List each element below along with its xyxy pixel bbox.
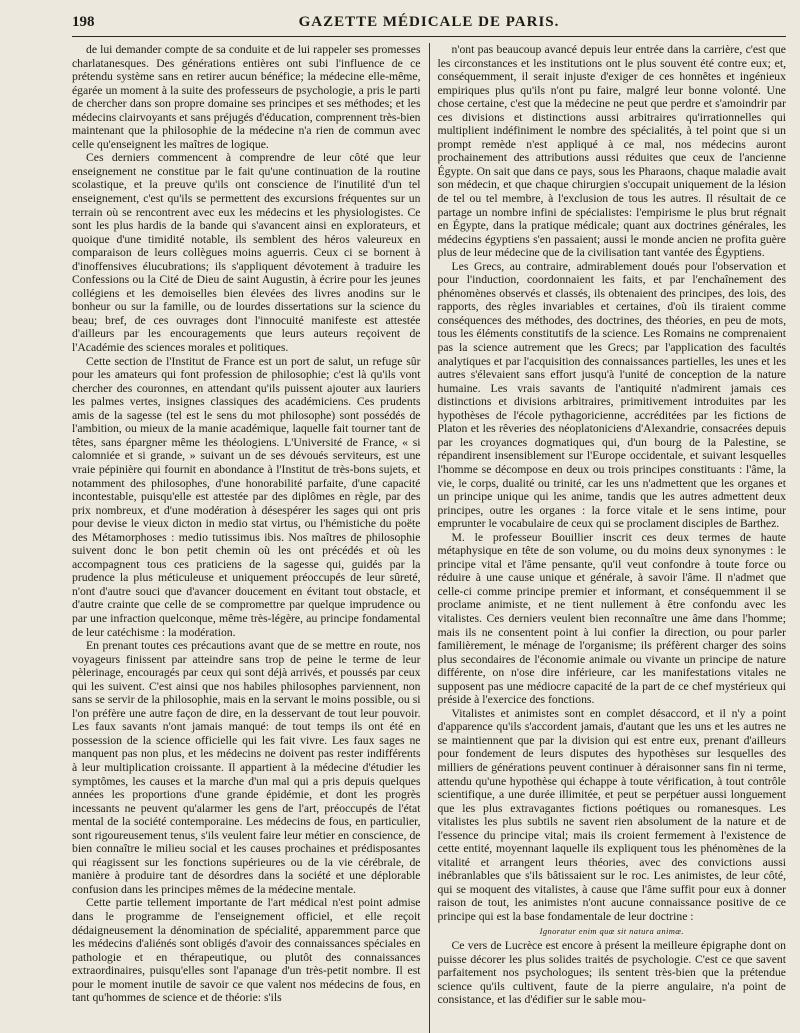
paragraph: Vitalistes et animistes sont en complet désaccord, et il n'y a point d'apparence qu'ils s'accordent jamais, d'autant que les uns et les autres ne se maintiennent que par la division qui est entre eux, prenant d'ailleurs pour fondement de leurs disputes des hypothèses sur lesquelles des milliers de générations peuvent continuer à déraisonner sans fin ni terme, attendu qu'une hypothèse qui échappe à toute vérification, à tout contrôle scientifique, a une durée illimitée, et peut se perpétuer aussi longuement que les plus extravagantes fictions poétiques ou romanesques. Les vitalistes les plus subtils ne savent rien absolument de la nature et de l'essence du principe vital; mais ils croient fermement à l'existence de cette entité, moyennant laquelle ils expliquent tous les phénomènes de la vitalité et arrangent leurs théories, avec des convictions aussi inébranlables que s'ils bâtissaient sur le roc. Les animistes, de leur côté, qui se moquent des vitalistes, à cause que l'âme suffit pour eux à donner raison de tout, les animistes n'ont aucune connaissance positive de ce principe qui est la base fondamentale de leur doctrine : (437, 706, 786, 923)
paragraph: de lui demander compte de sa conduite et de lui rappeler ses promesses charlatanesques. Des générations entières ont subi l'influence de ce prétendu système sans en retirer aucun bénéfice; la médecine elle-même, égarée un moment à la suite des professeurs de psychologie, a pris le parti de chercher dans son propre domaine ses principes et ses méthodes; et les médecins clairvoyants et sans préjugés d'éducation, comprennent très-bien maintenant que la philosophie de la médecine n'a rien de commun avec celle qu'enseignent les maîtres de logique. (72, 43, 421, 151)
paragraph: En prenant toutes ces précautions avant que de se mettre en route, nos voyageurs finissent par atteindre sans trop de peine le terme de leur pèlerinage, encouragés par ceux qui sont déjà arrivés, et poussés par ceux qui les suivent. C'est ainsi que nos habiles philosophes parviennent, non sans se servir de la philosophie, mais en la servant le moins possible, ou si l'on préfère une autre façon de dire, en la desservant de tout leur pouvoir. Les faux savants n'ont jamais manqué: de tout temps ils ont été en possession de la science officielle qui les fait vivre. Les faux sages ne manquent pas non plus, et les médecins ne doivent pas rester indifférents à leur multiplication croissante. Il appartient à la médecine d'étudier les symptômes, les causes et la marche d'un mal qui a pris depuis quelques années les proportions d'une grande épidémie, et dont les progrès incessants ne peuvent qu'alarmer les gens de l'art, préoccupés de l'état mental de la société contemporaine. Les médecins de fous, en particulier, sont rigoureusement tenus, s'ils veulent faire leur métier en conscience, de bien connaître le milieu social et les causes prochaines et prédisposantes qui réagissent sur les fonctions supérieures ou de la vie cérébrale, de manière à produire tant de désordres dans la société et une déplorable confusion dans les principes mêmes de la médecine mentale. (72, 639, 421, 896)
latin-quotation: Ignoratur enim quæ sit natura animæ. (539, 925, 684, 936)
paragraph: Ce vers de Lucrèce est encore à présent la meilleure épigraphe dont on puisse décorer les plus solides traités de psychologie. C'est ce que savent parfaitement nos psychologues; ils sentent très-bien que la prétendue science qu'ils cultivent, faute de la pierre angulaire, n'a point de consistance, et las d'édifier sur le sable mou- (437, 939, 786, 1007)
left-column (72, 43, 421, 1033)
paragraph: Cette partie tellement importante de l'art médical n'est point admise dans le programme de l'enseignement officiel, et elle reçoit dédaigneusement la dénomination de spécialité, apparemment parce que les médecins d'aliénés sont obligés d'avoir des connaissances spéciales en pathologie et en thérapeutique, ou plutôt des connaissances extraordinaires, puisqu'elles sont l'apanage d'un très-petit nombre. Il est pour le moment inutile de savoir ce que valent nos médecins de fous, en tant qu'hommes de science et de théorie: s'ils (72, 896, 421, 1005)
paragraph: M. le professeur Bouillier inscrit ces deux termes de haute métaphysique en tête de son volume, ou du moins deux synonymes : le principe vital et l'âme pensante, qu'il veut confondre à toute force ou réduire à une cause unique et générale, à savoir l'âme. Il n'admet que celle-ci comme principe premier et informant, et conséquemment il se proclame animiste, et ne tient nullement à être confondu avec les vitalistes. Ces derniers veulent bien reconnaître une âme dans l'homme; mais ils ne consentent point à lui confier la direction, ou pour parler familièrement, le ménage de l'organisme; ils préfèrent charger des soins plus secondaires de l'économie animale ou vivante un principe de nature différente, on n'ose dire inférieure, car les manifestations vitales ne supposent pas une médiocre capacité de la part de ce chef mystérieux qui préside à l'exercice des fonctions. (437, 530, 786, 707)
journal-title: GAZETTE MÉDICALE DE PARIS. (298, 14, 560, 30)
column-divider (429, 43, 430, 1033)
page-number: 198 (72, 14, 95, 30)
right-column (438, 43, 787, 1033)
paragraph: Ces derniers commencent à comprendre de leur côté que leur enseignement ne constitue par le fait qu'une continuation de la routine scolastique, et la preuve qu'ils ont conscience de l'inutilité d'un tel enseignement, c'est qu'ils se permettent des excursions fréquentes sur un terrain où se rencontrent avec eux les médecins et les physiologistes. Ce sont les plus hardis de la bande qui s'avancent ainsi en explorateurs, et quoique d'une timidité notable, ils semblent des héros valeureux en comparaison de leurs collègues moins aguerris. Ceux ci se bornent à d'inoffensives élucubrations; ils s'appliquent dévotement à traduire les Confessions ou la Cité de Dieu de saint Augustin, à écrire pour les jeunes collégiens et les demoiselles bien élevées des livres anodins sur le bonheur ou sur la famille, ou de lourdes dissertations sur la science du beau; bref, de ces ouvrages dont l'innocuité manifeste est attestée d'ailleurs par les encouragements que leurs auteurs reçoivent de l'Académie des sciences morales et politiques. (72, 151, 421, 355)
paragraph: Cette section de l'Institut de France est un port de salut, un refuge sûr pour les amateurs qui font profession de philosophie; c'est là qu'ils vont chercher des couronnes, en attendant qu'ils puissent ajouter aux lauriers les palmes vertes, insignes classiques des académiciens. Ces prudents amis de la sagesse (tel est le sens du mot philosophe) sont possédés de l'ambition, ou mieux de la manie académique, laquelle fait tourner tant de têtes, sans épargner même les théologiens. L'Université de France, « si calomniée et si grande, » suivant un de ses dévoués serviteurs, est une vraie pépinière qui fournit en abondance à l'Institut de très-bons sujets, et notamment des philosophes, d'une honorabilité parfaite, d'une capacité incontestable, puisqu'elle est attestée par des diplômes en règle, par des prix nombreux, et d'une modération à désespérer les sages qui ont pris pour devise le vieux dicton in medio stat virtus, ou l'hémistiche du poëte des Métamorphoses : medio tutissimus ibis. Nos maîtres de philosophie suivent donc le bon petit chemin où les ont précédés et où les accompagnent tous ces praticiens de la sagesse qui, guidés par la prudence la plus méticuleuse et uniquement préoccupés de leur sûreté, n'ont d'autre souci que d'avancer doucement en évitant tout obstacle, et d'autre crainte que celle de se compromettre par quelque imprudence ou par une infraction quelconque, même très-légère, au principe fondamental de leur catéchisme : la modération. (72, 354, 421, 639)
paragraph: Les Grecs, au contraire, admirablement doués pour l'observation et pour l'induction, coordonnaient les faits, et par l'enchaînement des phénomènes observés et classés, ils obtenaient des principes, des lois, des rapports, des règles invariables et certaines, d'où ils tiraient comme conséquences des méthodes, des doctrines, des théories, en peu de mots, tous les éléments constitutifs de la science. Les Romains ne comprenaient pas la science autrement que les Grecs; par l'application des facultés analytiques et par l'acquisition des connaissances partielles, les unes et les autres s'élevaient sans effort jusqu'à l'unité de conception de la nature humaine. Les vrais savants de l'antiquité n'admirent jamais ces distinctions et divisions arbitraires, primitivement introduites par les hypothèses de l'école pythagoricienne, accréditées par les fictions de Platon et les rêveries des néoplatoniciens d'Alexandrie, consacrées depuis par les croyances dogmatiques qui, d'un bourg de la Palestine, se répandirent insensiblement sur l'Europe occidentale, et suivant lesquelles l'homme se décompose en deux ou trois principes constituants : l'âme, la vie, le corps, dualité ou trinité, car les uns n'admettent que les organes et un principe unique qui les anime, tandis que les autres admettent deux principes, outre les organes : la force vitale et le sens intime, pour emprunter le vocabulaire de ceux qui se proclament disciples de Barthez. (437, 259, 786, 531)
page-header (72, 10, 786, 37)
paragraph: n'ont pas beaucoup avancé depuis leur entrée dans la carrière, c'est que les circonstances et les institutions ont le plus souvent été contre eux; et, conséquemment, il serait injuste d'exiger de ces honnêtes et ingénieux empiriques plus qu'ils n'ont pu faire, malgré leur bonne volonté. Une chose certaine, c'est que la médecine ne peut que perdre et s'amoindrir par ces divisions et distinctions aussi arbitraires qu'irrationnelles qui multiplient indéfiniment le nombre des spécialités, à tel point que si un prompt remède n'est appliqué à ce mal, nos médecins auront prochainement des attributions aussi réduites que ceux de l'ancienne Égypte. On sait que dans ce pays, sous les Pharaons, chaque maladie avait son médecin, et que chaque chirurgien s'occupait uniquement de la lésion de tel ou tel membre, à l'exclusion de tous les autres. Il résultait de ce partage un nombre infini de spécialistes: l'empirisme le plus brut régnait en Égypte, dans la pratique médicale; quant aux doctrines générales, les médecins égyptiens s'en passaient; aussi le monde ancien ne profita guère plus de leur médecine que de la civilisation tant vantée des Égyptiens. (437, 43, 786, 260)
article-columns (72, 43, 786, 1033)
